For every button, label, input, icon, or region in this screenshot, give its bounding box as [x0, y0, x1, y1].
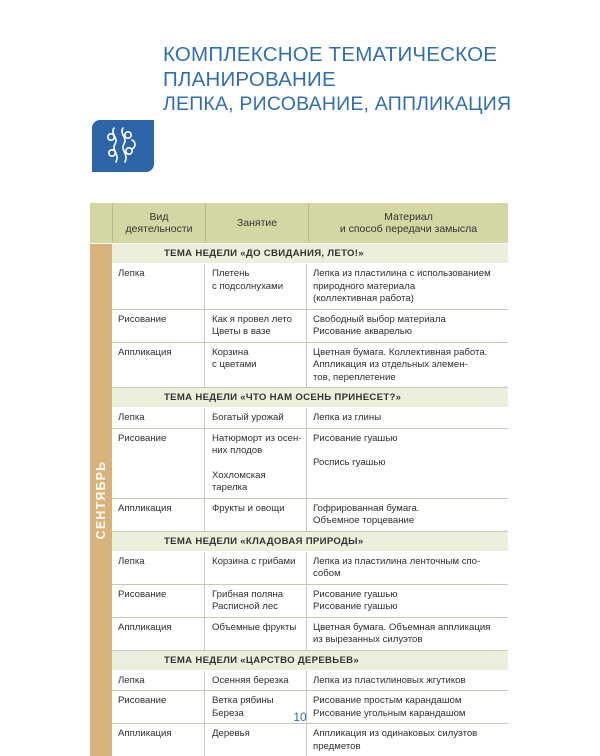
activity-kind: Лепка [118, 412, 145, 423]
activity-kind: Рисование [118, 588, 167, 600]
month-column [90, 244, 112, 756]
lesson-cell [204, 310, 306, 342]
table-row [112, 408, 508, 429]
material-line: Рисование гуашью [313, 588, 398, 600]
material-line: Лепка из пластилина ленточным спо- [313, 555, 481, 567]
material-line: Роспись гуашью [313, 457, 386, 468]
lesson-line: Как я провел лето [212, 313, 293, 325]
lesson-line: Богатый урожай [212, 412, 284, 423]
title-line-1: КОМПЛЕКСНОЕ ТЕМАТИЧЕСКОЕ [163, 43, 498, 66]
lesson-line: с цветами [212, 359, 257, 370]
material-line: Аппликация из отдельных элемен- [313, 359, 468, 370]
table-row [112, 429, 508, 499]
header-kind-line2: деятельности [125, 223, 193, 235]
material-line: Объемное торцевание [313, 515, 415, 526]
material-line: (коллективная работа) [313, 293, 414, 304]
lesson-line: Расписной лес [212, 601, 278, 612]
table-rows [112, 244, 508, 756]
lesson-line: Корзина [212, 346, 249, 358]
lesson-cell [204, 408, 306, 428]
header-lesson: Занятие [205, 203, 308, 243]
material-line: Лепка из пластилиновых жгутиков [313, 674, 466, 686]
material-line: Рисование угольным карандашом [313, 707, 466, 719]
material-line: Рисование простым карандашом [313, 695, 462, 706]
lesson-cell [204, 343, 306, 388]
header-material [308, 203, 508, 243]
material-line: Лепка из пластилина с использованием [313, 268, 491, 279]
material-cell [306, 264, 508, 309]
material-line: Рисование гуашью [313, 601, 398, 612]
lesson-cell [204, 552, 306, 584]
lesson-cell [204, 499, 306, 531]
header-kind [112, 203, 205, 243]
lesson-cell [204, 264, 306, 309]
table-row [112, 552, 508, 585]
material-line: Рисование акварелью [313, 326, 412, 337]
activity-kind: Рисование [118, 695, 167, 706]
lesson-line: Фрукты и овощи [212, 502, 285, 514]
lesson-cell [204, 724, 306, 756]
material-line: Цветная бумага. Объемная аппликация [313, 621, 491, 633]
activity-kind: Аппликация [118, 346, 172, 358]
table-row [112, 724, 508, 756]
decorative-swirl-icon [92, 120, 154, 172]
header-material-line2: и способ передачи замысла [339, 223, 478, 235]
lesson-line: Осенняя березка [212, 674, 289, 686]
table-row [112, 585, 508, 618]
header-material-line1: Материал [384, 211, 433, 223]
planning-table [90, 203, 508, 756]
lesson-line: Объемные фрукты [212, 621, 297, 633]
material-cell [306, 724, 508, 756]
material-line: Цветная бумага. Коллективная работа. [313, 346, 488, 358]
material-line: Аппликация из одинаковых силуэтов [313, 728, 478, 739]
table-row [112, 671, 508, 692]
title-line-3: ЛЕПКА, РИСОВАНИЕ, АППЛИКАЦИЯ [163, 93, 512, 115]
material-cell [306, 429, 508, 498]
lesson-line: Натюрморт из осен- [212, 432, 302, 444]
material-line: Рисование гуашью [313, 432, 398, 444]
activity-kind: Аппликация [118, 502, 172, 514]
lesson-line: Деревья [212, 728, 250, 739]
activity-kind: Рисование [118, 432, 167, 444]
lesson-cell [204, 585, 306, 617]
table-row [112, 499, 508, 532]
material-cell [306, 671, 508, 691]
activity-kind: Аппликация [118, 621, 172, 633]
activity-kind: Аппликация [118, 728, 172, 739]
lesson-line: Грибная поляна [212, 588, 284, 600]
lesson-line: Плетень [212, 268, 250, 279]
material-cell [306, 618, 508, 650]
month-label: СЕНТЯБРЬ [94, 460, 108, 540]
material-line: тов, переплетение [313, 371, 396, 383]
activity-kind: Лепка [118, 268, 145, 279]
title-line-2: ПЛАНИРОВАНИЕ [163, 68, 336, 91]
table-row [112, 618, 508, 651]
activity-kind: Лепка [118, 674, 145, 686]
lesson-cell [204, 429, 306, 498]
table-body [90, 244, 508, 756]
lesson-line: с подсолнухами [212, 280, 284, 292]
week-theme: ТЕМА НЕДЕЛИ «ДО СВИДАНИЯ, ЛЕТО!» [112, 244, 508, 264]
material-cell [306, 499, 508, 531]
lesson-line: тарелка [212, 482, 248, 493]
page-title [163, 42, 583, 117]
material-line: природного материала [313, 280, 416, 292]
material-cell [306, 585, 508, 617]
lesson-line: них плодов [212, 445, 263, 456]
material-cell [306, 408, 508, 428]
lesson-line: Корзина с грибами [212, 555, 296, 567]
material-cell [306, 552, 508, 584]
material-line: Лепка из глины [313, 412, 382, 423]
week-theme: ТЕМА НЕДЕЛИ «КЛАДОВАЯ ПРИРОДЫ» [112, 532, 508, 552]
lesson-cell [204, 671, 306, 691]
material-line: собом [313, 568, 341, 579]
lesson-line: Ветка рябины [212, 695, 274, 706]
activity-kind: Лепка [118, 555, 145, 567]
section-logo [92, 120, 154, 172]
activity-kind: Рисование [118, 313, 167, 325]
lesson-line: Хохломская [212, 469, 266, 481]
material-line: предметов [313, 740, 361, 752]
table-row [112, 264, 508, 310]
header-month-cell [90, 203, 112, 243]
header-kind-line1: Вид [149, 211, 169, 223]
page-number: 10 [293, 710, 307, 724]
material-line: Гофрированная бумага. [313, 502, 420, 514]
material-line: Свободный выбор материала [313, 313, 446, 325]
material-cell [306, 343, 508, 388]
week-theme: ТЕМА НЕДЕЛИ «ЦАРСТВО ДЕРЕВЬЕВ» [112, 651, 508, 671]
table-row [112, 343, 508, 389]
lesson-line: Цветы в вазе [212, 326, 271, 337]
week-theme: ТЕМА НЕДЕЛИ «ЧТО НАМ ОСЕНЬ ПРИНЕСЕТ?» [112, 388, 508, 408]
lesson-cell [204, 618, 306, 650]
table-row [112, 310, 508, 343]
material-line: из вырезанных силуэтов [313, 634, 423, 645]
table-header [90, 203, 508, 243]
material-cell [306, 310, 508, 342]
lesson-line: Береза [212, 707, 244, 719]
